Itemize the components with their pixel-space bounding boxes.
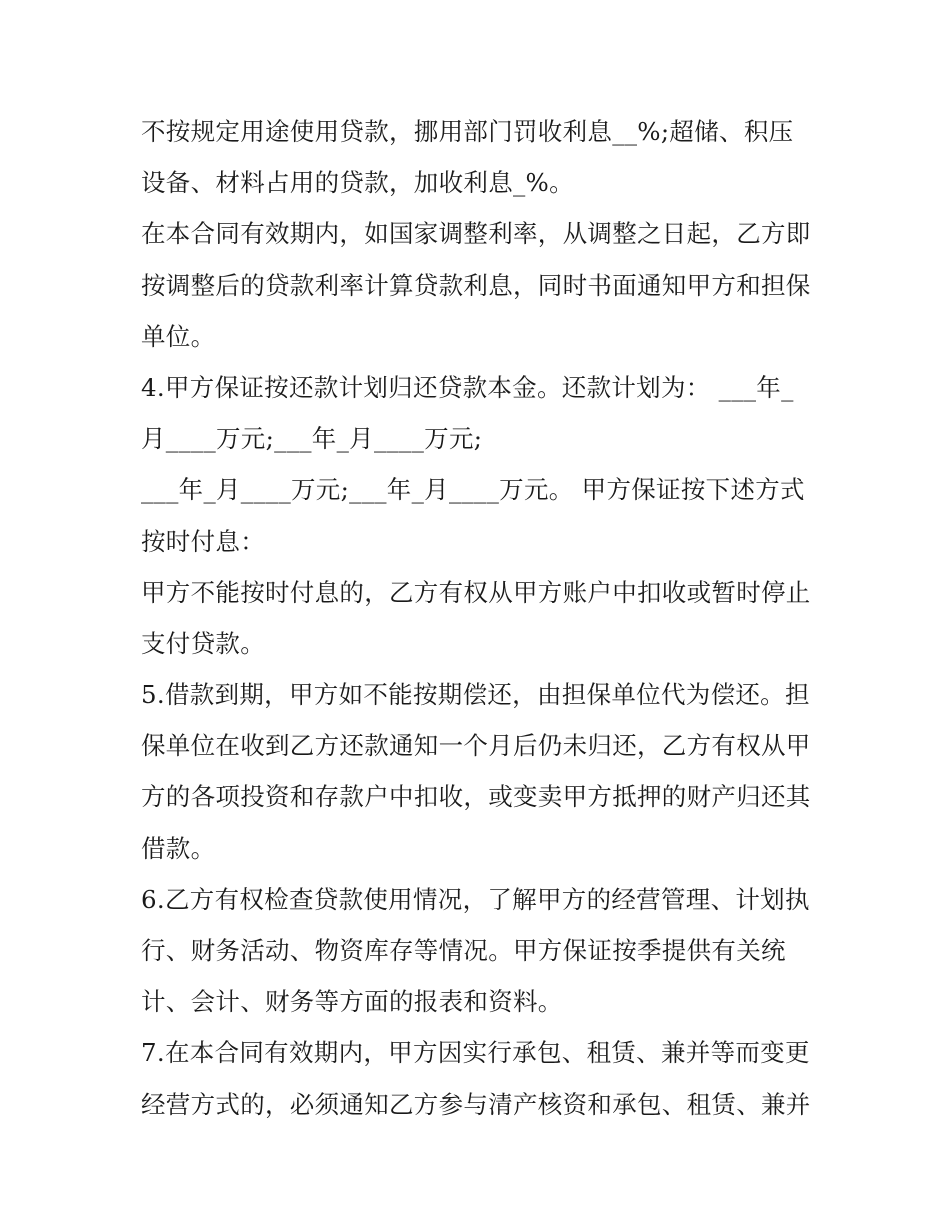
- text-line: 支付贷款。: [141, 628, 265, 658]
- text-line: 方的各项投资和存款户中扣收，或变卖甲方抵押的财产归还其: [141, 782, 811, 812]
- text-line: 5.借款到期，甲方如不能按期偿还，由担保单位代为偿还。担: [141, 680, 810, 710]
- text-line: 月____万元;___年_月____万元;: [141, 424, 483, 454]
- text-line: 行、财务活动、物资库存等情况。甲方保证按季提供有关统: [141, 936, 786, 965]
- text-line: 单位。: [141, 321, 216, 351]
- text-line: 不按规定用途使用贷款，挪用部门罚收利息__%;超储、积压: [141, 117, 794, 146]
- text-line: ___年_月____万元;___年_月____万元。 甲方保证按下述方式: [141, 475, 805, 505]
- text-line: 设备、材料占用的贷款，加收利息_%。: [141, 168, 574, 198]
- text-line: 按调整后的贷款利率计算贷款利息，同时书面通知甲方和担保: [141, 270, 811, 300]
- text-line: 6.乙方有权检查贷款使用情况，了解甲方的经营管理、计划执: [141, 884, 810, 914]
- text-line: 借款。: [141, 833, 216, 863]
- text-line: 经营方式的，必须通知乙方参与清产核资和承包、租赁、兼并: [141, 1089, 811, 1119]
- text-line: 4.甲方保证按还款计划归还贷款本金。还款计划为： ___年_: [141, 372, 794, 402]
- text-line: 甲方不能按时付息的，乙方有权从甲方账户中扣收或暂时停止: [141, 577, 811, 607]
- text-line: 7.在本合同有效期内，甲方因实行承包、租赁、兼并等而变更: [141, 1038, 810, 1068]
- text-line: 在本合同有效期内，如国家调整利率，从调整之日起，乙方即: [141, 219, 811, 249]
- text-line: 按时付息：: [141, 526, 265, 556]
- document-body: [141, 106, 821, 1130]
- text-line: 保单位在收到乙方还款通知一个月后仍未归还，乙方有权从甲: [141, 731, 811, 761]
- text-line: 计、会计、财务等方面的报表和资料。: [141, 987, 563, 1017]
